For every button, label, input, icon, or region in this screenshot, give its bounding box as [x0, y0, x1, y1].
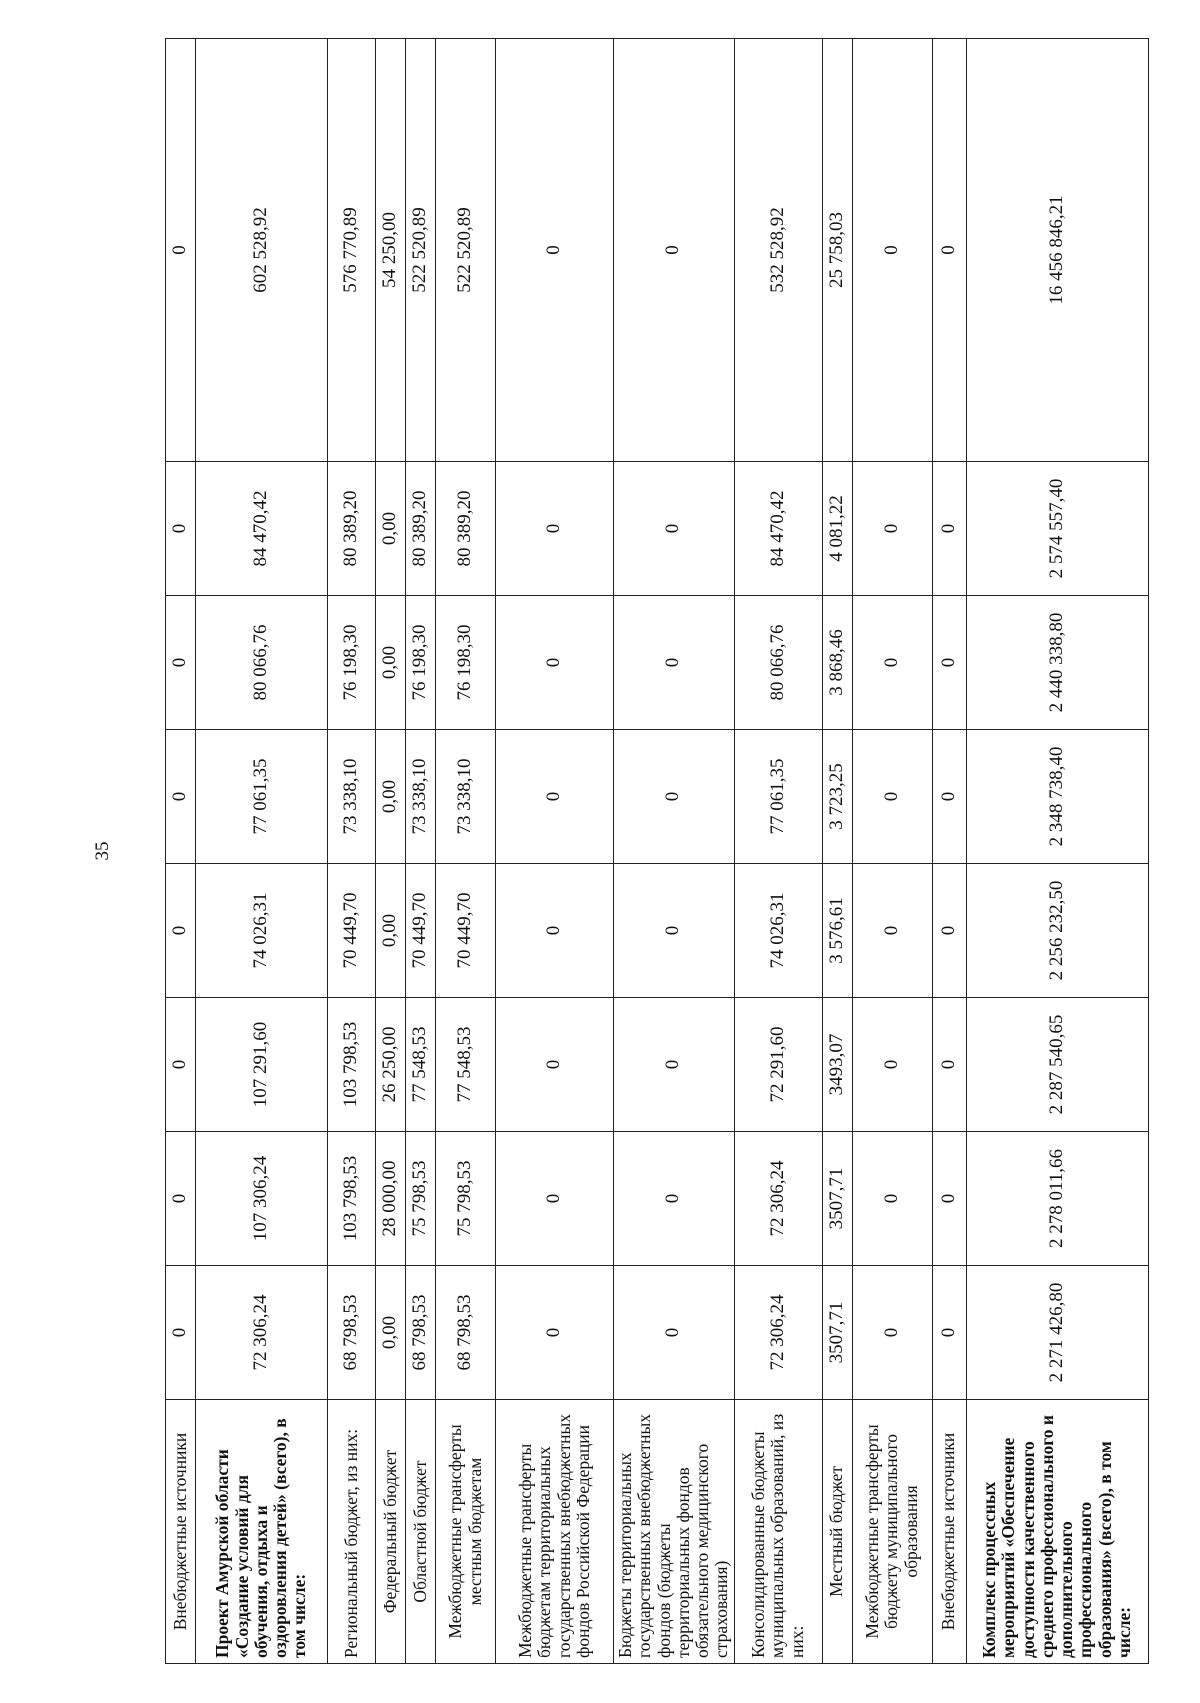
budget-table: [165, 38, 1149, 1664]
value-cell: 0: [932, 1132, 966, 1266]
value-cell: 107 306,24: [196, 1132, 328, 1266]
row-label: Областной бюджет: [406, 1400, 436, 1664]
value-cell: 0: [852, 39, 932, 462]
row-label: Проект Амурской области «Создание условий для обучения, отдыха и оздоровления детей» (всего), в том числе:: [196, 1400, 328, 1664]
row-label: Межбюджетные трансферты бюджету муниципального образования: [852, 1400, 932, 1664]
value-cell: 0: [496, 462, 614, 596]
value-cell: 0: [496, 1132, 614, 1266]
value-cell: 0: [166, 1132, 196, 1266]
value-cell: 0: [614, 1132, 735, 1266]
value-cell: 77 548,53: [406, 998, 436, 1132]
value-cell: 76 198,30: [328, 596, 376, 730]
value-cell: 77 548,53: [436, 998, 496, 1132]
value-cell: 16 456 846,21: [966, 39, 1148, 462]
table-row: [406, 39, 436, 1664]
value-cell: 0: [614, 998, 735, 1132]
value-cell: 0: [852, 1266, 932, 1400]
table-row: [822, 39, 852, 1664]
value-cell: 74 026,31: [734, 864, 822, 998]
value-cell: 0: [614, 39, 735, 462]
value-cell: 0: [496, 998, 614, 1132]
value-cell: 3493,07: [822, 998, 852, 1132]
value-cell: 0,00: [376, 864, 406, 998]
value-cell: 107 291,60: [196, 998, 328, 1132]
rotated-table-container: [165, 39, 1145, 1664]
value-cell: 3 723,25: [822, 730, 852, 864]
value-cell: 103 798,53: [328, 998, 376, 1132]
value-cell: 0: [166, 730, 196, 864]
value-cell: 75 798,53: [436, 1132, 496, 1266]
value-cell: 84 470,42: [734, 462, 822, 596]
value-cell: 2 271 426,80: [966, 1266, 1148, 1400]
value-cell: 72 291,60: [734, 998, 822, 1132]
value-cell: 0: [614, 864, 735, 998]
value-cell: 76 198,30: [436, 596, 496, 730]
table-body: [166, 39, 1149, 1664]
value-cell: 0: [932, 1266, 966, 1400]
value-cell: 3 868,46: [822, 596, 852, 730]
value-cell: 0,00: [376, 730, 406, 864]
value-cell: 2 574 557,40: [966, 462, 1148, 596]
value-cell: 602 528,92: [196, 39, 328, 462]
value-cell: 0: [852, 864, 932, 998]
value-cell: 0,00: [376, 462, 406, 596]
value-cell: 0: [614, 596, 735, 730]
value-cell: 0: [166, 39, 196, 462]
value-cell: 0: [852, 596, 932, 730]
table-row: [166, 39, 196, 1664]
table-row: [932, 39, 966, 1664]
value-cell: 0: [496, 39, 614, 462]
value-cell: 0: [496, 864, 614, 998]
value-cell: 3 576,61: [822, 864, 852, 998]
value-cell: 72 306,24: [734, 1132, 822, 1266]
value-cell: 76 198,30: [406, 596, 436, 730]
value-cell: 3507,71: [822, 1266, 852, 1400]
value-cell: 0: [166, 596, 196, 730]
value-cell: 72 306,24: [196, 1266, 328, 1400]
value-cell: 532 528,92: [734, 39, 822, 462]
table-row: [196, 39, 328, 1664]
value-cell: 0: [932, 462, 966, 596]
row-label: Внебюджетные источники: [932, 1400, 966, 1664]
page-number: 35: [92, 841, 113, 861]
value-cell: 0: [166, 1266, 196, 1400]
value-cell: 0: [852, 1132, 932, 1266]
value-cell: 70 449,70: [436, 864, 496, 998]
value-cell: 68 798,53: [436, 1266, 496, 1400]
value-cell: 68 798,53: [406, 1266, 436, 1400]
value-cell: 0: [932, 596, 966, 730]
value-cell: 77 061,35: [196, 730, 328, 864]
value-cell: 80 066,76: [734, 596, 822, 730]
value-cell: 80 389,20: [406, 462, 436, 596]
row-label: Консолидированные бюджеты муниципальных образований, из них:: [734, 1400, 822, 1664]
value-cell: 576 770,89: [328, 39, 376, 462]
row-label: Межбюджетные трансферты местным бюджетам: [436, 1400, 496, 1664]
value-cell: 0: [166, 864, 196, 998]
value-cell: 0: [166, 998, 196, 1132]
value-cell: 0,00: [376, 596, 406, 730]
table-row: [734, 39, 822, 1664]
value-cell: 0: [932, 39, 966, 462]
value-cell: 0: [852, 730, 932, 864]
value-cell: 73 338,10: [406, 730, 436, 864]
value-cell: 2 278 011,66: [966, 1132, 1148, 1266]
value-cell: 0: [614, 462, 735, 596]
row-label: Региональный бюджет, из них:: [328, 1400, 376, 1664]
value-cell: 70 449,70: [328, 864, 376, 998]
value-cell: 77 061,35: [734, 730, 822, 864]
value-cell: 2 256 232,50: [966, 864, 1148, 998]
table-row: [376, 39, 406, 1664]
value-cell: 73 338,10: [436, 730, 496, 864]
value-cell: 103 798,53: [328, 1132, 376, 1266]
value-cell: 70 449,70: [406, 864, 436, 998]
value-cell: 54 250,00: [376, 39, 406, 462]
value-cell: 0: [852, 462, 932, 596]
value-cell: 0: [852, 998, 932, 1132]
value-cell: 0: [932, 998, 966, 1132]
value-cell: 84 470,42: [196, 462, 328, 596]
value-cell: 2 440 338,80: [966, 596, 1148, 730]
value-cell: 0: [166, 462, 196, 596]
value-cell: 68 798,53: [328, 1266, 376, 1400]
value-cell: 2 348 738,40: [966, 730, 1148, 864]
value-cell: 26 250,00: [376, 998, 406, 1132]
value-cell: 0: [614, 730, 735, 864]
value-cell: 2 287 540,65: [966, 998, 1148, 1132]
table-row: [966, 39, 1148, 1664]
value-cell: 80 066,76: [196, 596, 328, 730]
table-row: [852, 39, 932, 1664]
value-cell: 0: [932, 730, 966, 864]
value-cell: 73 338,10: [328, 730, 376, 864]
value-cell: 75 798,53: [406, 1132, 436, 1266]
row-label: Местный бюджет: [822, 1400, 852, 1664]
value-cell: 0: [614, 1266, 735, 1400]
row-label: Внебюджетные источники: [166, 1400, 196, 1664]
value-cell: 4 081,22: [822, 462, 852, 596]
table-row: [328, 39, 376, 1664]
value-cell: 0: [496, 596, 614, 730]
value-cell: 0: [496, 1266, 614, 1400]
value-cell: 80 389,20: [328, 462, 376, 596]
row-label: Федеральный бюджет: [376, 1400, 406, 1664]
value-cell: 522 520,89: [406, 39, 436, 462]
value-cell: 80 389,20: [436, 462, 496, 596]
table-row: [436, 39, 496, 1664]
value-cell: 0: [496, 730, 614, 864]
row-label: Бюджеты территориальных государственных внебюджетных фондов (бюджеты территориальных фондов обязательного медицинского страхования): [614, 1400, 735, 1664]
value-cell: 74 026,31: [196, 864, 328, 998]
value-cell: 72 306,24: [734, 1266, 822, 1400]
value-cell: 25 758,03: [822, 39, 852, 462]
value-cell: 28 000,00: [376, 1132, 406, 1266]
value-cell: 3507,71: [822, 1132, 852, 1266]
table-row: [614, 39, 735, 1664]
value-cell: 0,00: [376, 1266, 406, 1400]
row-label: Межбюджетные трансферты бюджетам территориальных государственных внебюджетных фондов Российской Федерации: [496, 1400, 614, 1664]
table-row: [496, 39, 614, 1664]
row-label: Комплекс процессных мероприятий «Обеспечение доступности качественного среднего профессионального и дополнительного профессионального образования» (всего), в том числе:: [966, 1400, 1148, 1664]
value-cell: 522 520,89: [436, 39, 496, 462]
value-cell: 0: [932, 864, 966, 998]
